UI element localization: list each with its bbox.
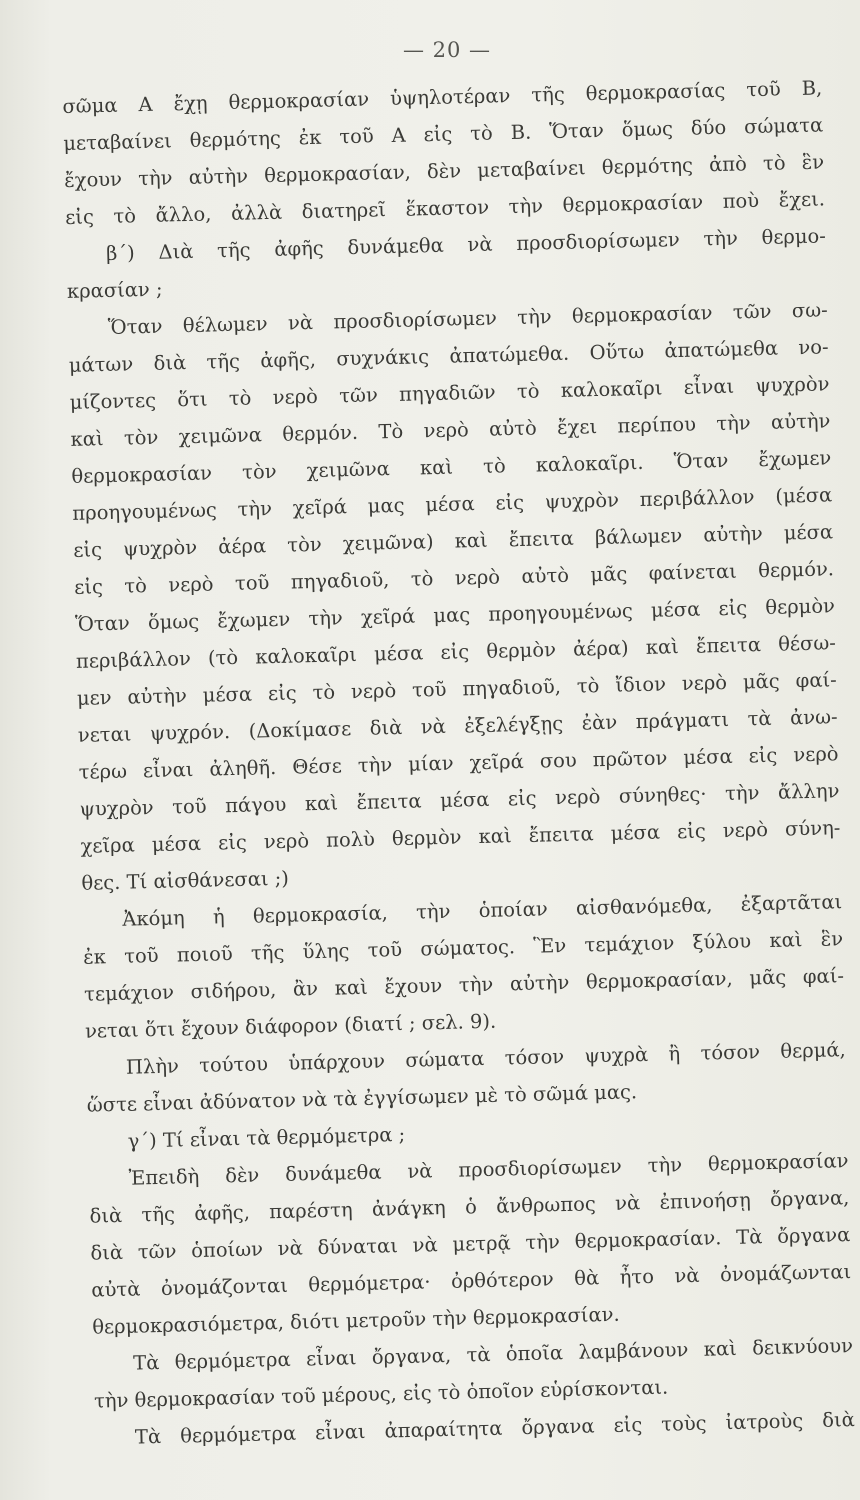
text-line: θες. Τί αἰσθάνεσαι ;) xyxy=(81,866,290,895)
text-line: μίζοντες ὅτι τὸ νερὸ τῶν πηγαδιῶν τὸ καλοκαῖρι εἶναι ψυχρὸν xyxy=(69,372,830,414)
text-line: Πλὴν τούτου ὑπάρχουν σώματα τόσον ψυχρὰ ἢ τόσον θερμά, xyxy=(125,1038,847,1079)
text-line: Τὰ θερμόμετρα εἶναι ἀπαραίτητα ὄργανα εἰς τοὺς ἰατροὺς διὰ xyxy=(134,1408,856,1449)
text-line: προηγουμένως τὴν χεῖρά μας μέσα εἰς ψυχρὸν περιβάλλον (μέσα xyxy=(72,483,833,525)
text-line: νεται ψυχρόν. (Δοκίμασε διὰ νὰ ἐξελέγξῃς ἐὰν πράγματι τὰ ἀνω- xyxy=(77,705,838,747)
text-line: χεῖρα μέσα εἰς νερὸ πολὺ θερμὸν καὶ ἔπειτα μέσα εἰς νερὸ σύνη- xyxy=(80,816,841,858)
text-line: ἔχουν τὴν αὐτὴν θερμοκρασίαν, δὲν μεταβαίνει θερμότης ἀπὸ τὸ ἓν xyxy=(63,150,825,192)
text-line: ἐκ τοῦ ποιοῦ τῆς ὕλης τοῦ σώματος. Ἓν τεμάχιον ξύλου καὶ ἓν xyxy=(82,927,844,969)
text-line: β΄) Διὰ τῆς ἀφῆς δυνάμεθα νὰ προσδιορίσωμεν τὴν θερμο- xyxy=(105,224,827,265)
text-line: διὰ τῆς ἀφῆς, παρέστη ἀνάγκη ὁ ἄνθρωπος νὰ ἐπινοήσῃ ὄργανα, xyxy=(89,1186,850,1228)
text-line: καὶ τὸν χειμῶνα θερμόν. Τὸ νερὸ αὐτὸ ἔχει περίπου τὴν αὐτὴν xyxy=(70,409,831,451)
text-line: Τὰ θερμόμετρα εἶναι ὄργανα, τὰ ὁποῖα λαμβάνουν καὶ δεικνύουν xyxy=(132,1334,854,1375)
text-line: σῶμα Α ἔχῃ θερμοκρασίαν ὑψηλοτέραν τῆς θερμοκρασίας τοῦ Β, xyxy=(62,76,823,118)
text-line: νεται ὅτι ἔχουν διάφορον (διατί ; σελ. 9). xyxy=(84,1009,497,1043)
text-line: διὰ τῶν ὁποίων νὰ δύναται νὰ μετρᾷ τὴν θερμοκρασίαν. Τὰ ὄργανα xyxy=(90,1223,851,1265)
text-line: γ΄) Τί εἶναι τὰ θερμόμετρα ; xyxy=(127,1122,406,1153)
text-line: περιβάλλον (τὸ καλοκαῖρι μέσα εἰς θερμὸν ἀέρα) καὶ ἔπειτα θέσω- xyxy=(75,631,837,673)
text-line: θερμοκρασιόμετρα, διότι μετροῦν τὴν θερμοκρασίαν. xyxy=(92,1302,620,1339)
text-line: αὐτὰ ὀνομάζονται θερμόμετρα· ὀρθότερον θὰ ἦτο νὰ ὀνομάζωνται xyxy=(91,1260,852,1302)
text-line: τὴν θερμοκρασίαν τοῦ μέρους, εἰς τὸ ὁποῖον εὑρίσκονται. xyxy=(93,1375,669,1413)
page-number: — 20 — xyxy=(402,38,492,62)
text-line: κρασίαν ; xyxy=(66,277,163,303)
text-line: τέρω εἶναι ἀληθῆ. Θέσε τὴν μίαν χεῖρά σου πρῶτον μέσα εἰς νερὸ xyxy=(78,742,839,784)
text-line: μάτων διὰ τῆς ἀφῆς, συχνάκις ἀπατώμεθα. Οὕτω ἀπατώμεθα νο- xyxy=(68,335,829,377)
text-line: εἰς ψυχρὸν ἀέρα τὸν χειμῶνα) καὶ ἔπειτα βάλωμεν αὐτὴν μέσα xyxy=(73,520,834,562)
text-line: εἰς τὸ νερὸ τοῦ πηγαδιοῦ, τὸ νερὸ αὐτὸ μᾶς φαίνεται θερμόν. xyxy=(73,557,835,599)
text-line: μεταβαίνει θερμότης ἐκ τοῦ Α εἰς τὸ Β. Ὅταν ὅμως δύο σώματα xyxy=(63,113,824,155)
text-line: μεν αὐτὴν μέσα εἰς τὸ νερὸ τοῦ πηγαδιοῦ, τὸ ἴδιον νερὸ μᾶς φαί- xyxy=(76,668,837,710)
text-line: τεμάχιον σιδήρου, ἂν καὶ ἔχουν τὴν αὐτὴν θερμοκρασίαν, μᾶς φαί- xyxy=(83,964,845,1006)
body-text xyxy=(62,69,860,1456)
text-line: εἰς τὸ ἄλλο, ἀλλὰ διατηρεῖ ἕκαστον τὴν θερμοκρασίαν ποὺ ἔχει. xyxy=(64,187,826,229)
text-line: Ὅταν θέλωμεν νὰ προσδιορίσωμεν τὴν θερμοκρασίαν τῶν σω- xyxy=(107,298,828,339)
text-line: Ἀκόμη ἡ θερμοκρασία, τὴν ὁποίαν αἰσθανόμεθα, ἐξαρτᾶται xyxy=(122,890,843,931)
text-line: Ἐπειδὴ δὲν δυνάμεθα νὰ προσδιορίσωμεν τὴν θερμοκρασίαν xyxy=(128,1149,849,1190)
text-line: ψυχρὸν τοῦ πάγου καὶ ἔπειτα μέσα εἰς νερὸ σύνηθες· τὴν ἄλλην xyxy=(79,779,840,821)
text-line: Ὅταν ὅμως ἔχωμεν τὴν χεῖρά μας προηγουμένως μέσα εἰς θερμὸν xyxy=(74,594,836,636)
text-line: θερμοκρασίαν τὸν χειμῶνα καὶ τὸ καλοκαῖρι. Ὅταν ἔχωμεν xyxy=(71,446,832,488)
text-line: ὥστε εἶναι ἀδύνατον νὰ τὰ ἐγγίσωμεν μὲ τὸ σῶμά μας. xyxy=(86,1080,638,1117)
